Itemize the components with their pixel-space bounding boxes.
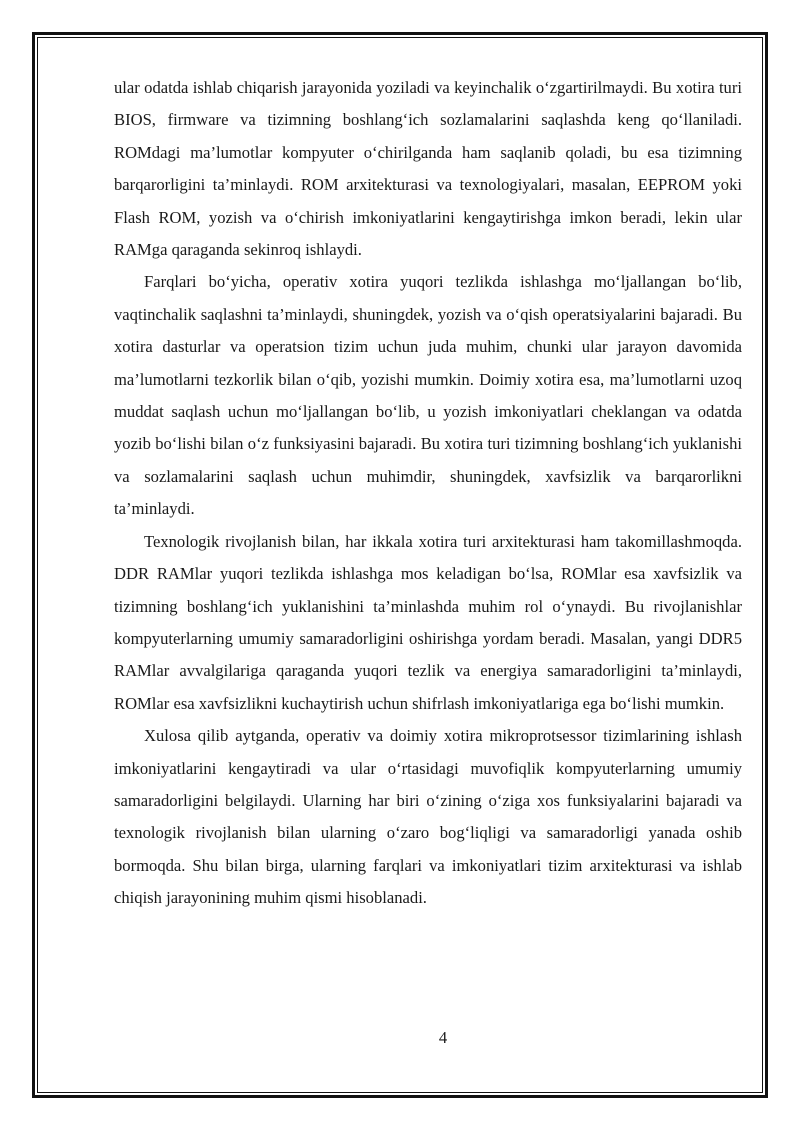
paragraph-conclusion: Xulosa qilib aytganda, operativ va doimiy xotira mikroprotsessor tizimlarining ishlash imkoniyatlarini kengaytiradi va ular o‘rtasidagi muvofiqlik kompyuterlarning umumiy samaradorligini belgilaydi. Ularning har biri o‘zining o‘ziga xos funksiyalarini bajaradi va texnologik rivojlanish bilan ularning o‘zaro bog‘liqligi va samaradorligi yanada oshib bormoqda. Shu bilan birga, ularning farqlari va imkoniyatlari tizim arxitekturasi va ishlab chiqish jarayonining muhim qismi hisoblanadi. [114, 726, 742, 908]
document-body [114, 72, 742, 915]
paragraph-technology: Texnologik rivojlanish bilan, har ikkala xotira turi arxitekturasi ham takomillashmoqda. DDR RAMlar yuqori tezlikda ishlashga mos keladigan bo‘lsa, ROMlar esa xavfsizlik va tizimning boshlang‘ich yuklanishini ta’minlashda muhim rol o‘ynaydi. Bu rivojlanishlar kompyuterlarning umumiy samaradorligini oshirishga yordam beradi. Masalan, yangi DDR5 RAMlar avvalgilariga qaraganda yuqori tezlik va energiya samaradorligini ta’minlaydi, ROMlar esa xavfsizlikni kuchaytirish uchun shifrlash imkoniyatlariga ega bo‘lishi mumkin. [114, 531, 742, 713]
paragraph-rom-continuation: ular odatda ishlab chiqarish jarayonida yoziladi va keyinchalik o‘zgartirilmaydi. Bu xotira turi BIOS, firmware va tizimning boshlang‘ich sozlamalarini saqlashda keng qo‘llaniladi. ROMdagi ma’lumotlar kompyuter o‘chirilganda ham saqlanib qoladi, bu esa tizimning barqarorligini ta’minlaydi. ROM arxitekturasi va texnologiyalari, masalan, EEPROM yoki Flash ROM, yozish va o‘chirish imkoniyatlarini kengaytirishga imkon beradi, lekin ular RAMga qaraganda sekinroq ishlaydi. [114, 78, 742, 260]
paragraph-differences: Farqlari bo‘yicha, operativ xotira yuqori tezlikda ishlashga mo‘ljallangan bo‘lib, vaqtinchalik saqlashni ta’minlaydi, shuningdek, yozish va o‘qish operatsiyalarini bajaradi. Bu xotira dasturlar va operatsion tizim uchun juda muhim, chunki ular jarayon davomida ma’lumotlarni tezkorlik bilan o‘qib, yozishi mumkin. Doimiy xotira esa, ma’lumotlarni uzoq muddat saqlash uchun mo‘ljallangan bo‘lib, u yozish imkoniyatlari cheklangan va odatda yozib bo‘lishi bilan o‘z funksiyasini bajaradi. Bu xotira turi tizimning boshlang‘ich yuklanishi va sozlamalarini saqlash uchun muhimdir, shuningdek, xavfsizlik va barqarorlikni ta’minlaydi. [114, 272, 742, 519]
page-number: 4 [438, 1028, 448, 1047]
